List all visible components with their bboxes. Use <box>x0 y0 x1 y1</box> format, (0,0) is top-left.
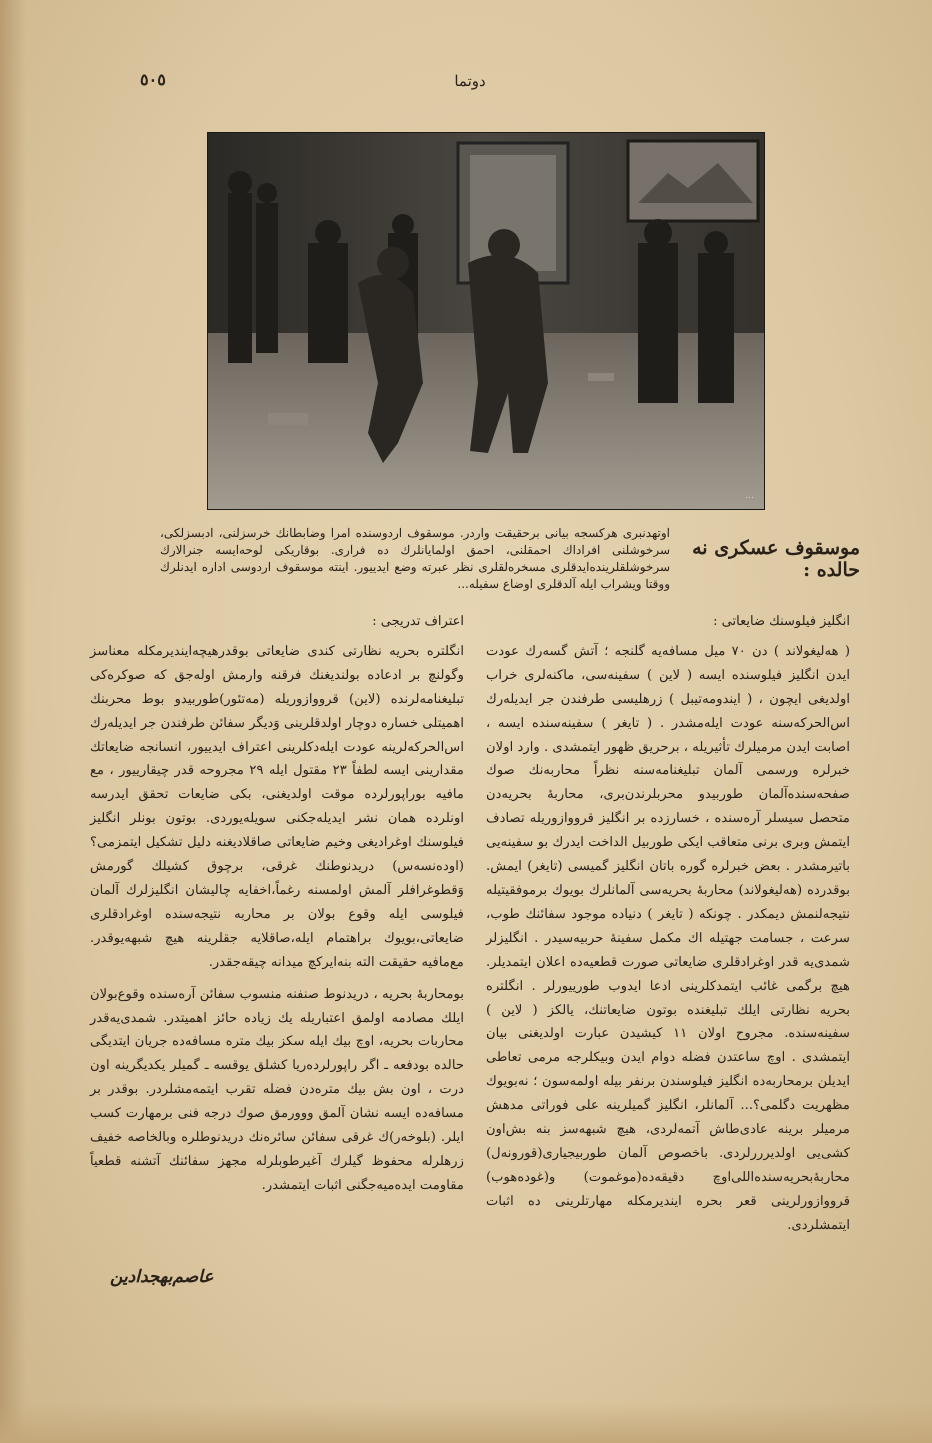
left-column-paragraph: انگلتره بحریه نظارتی كندی ضایعاتی بوقدرهیچه‌ایندیرمكله معناسز وگولنچ بر ادعاده بولندیغنك فرقنه وارمش اوله‌جق كه صوكره‌كی تبلیغنامه‌لرنده (لاین) قرووازوریله (مه‌تئور)طوربیدو بوط محربنك اهمیتلی خساره دوچار اولدقلرینی وَدیگر سفائن طرفندن جر ایدیله‌رك اس‌الحركه‌لرینه عودت ایله‌دكلرینی اعتراف ایدییور، انسانجه ضایعاتك مقدارینی ایسه لطفاً ۲۳ مقتول ایله ۲۹ مجروحه قدر چیقارییور ، مع مافیه بوراپورلرده موقت اولدیغنی، بكی ضایعات تحقق ایدرسه اونلرده همان نشر ایدیله‌جكنی سویله‌یوردی. بوتون بونلر انگلیز فیلوسنك اوغرادیغی وخیم ضایعاتی صاقلادیغنه دلیل تشكیل ایتمزمی؟ (اوده‌نسه‌س) دریدنوطنك غرقی، برچوق كشیلك گورمش وَقطوغرافلر آلمش اولمسنه رغماً،اخفایه چالیشان انگلیزلرك آلمان فیلوسی ایله وقوع بولان بر محاربه نتیجه‌سنده اوغرادقلری ضایعاتی،بویوك براهتمام ایله،صاقلایه جقلرینه هیچ شبهه‌یوقدر. مع‌مافیه حقیقت الته‌ بنه‌ایركچ میدانه چیقه‌جقدر. <box>90 643 464 970</box>
left-column-paragraph: بومحاربهٔ بحریه ، دریدنوط صنفنه منسوب سفائن آره‌سنده وقوع‌بولان ایلك مصادمه اولمق اعتباریله یك زیاده حائز اهمیتدر. شمدی‌یه‌قدر محاربات بحریه، اوچ بیك ایله سكز بیك متره مسافه‌ده جریان ایتدیگی حالده بودفعه ـ اگر راپورلرده‌ریا كشلق یوقسه ـ گمیلر یكدیگرینه اون درت ، اون بش بیك متره‌دن فضله تقرب ایتمه‌مشلردر. بوقدر بر مسافه‌ده ایسه نشان آلمق ووورمق صوك درجه فنی برمهارت كسب ایلر. (بلوخه‌ر)ك غرقی سفائن سائره‌نك دریدنوطلره وبالخاصه خفیف زرهلرله محفوظ گیلرك آغیرطوبلرله مجهز سفائنك آتشنه قطعیاً مقاومت ایده‌میه‌جگنی اثبات ایتمشدر. <box>90 986 464 1193</box>
right-column-heading: انگلیز فیلوسنك ضایعاتی : <box>713 614 850 629</box>
running-title: دوتما <box>454 72 486 90</box>
left-column-heading: اعتراف تدریجی : <box>372 614 464 629</box>
page-edge-shadow <box>0 0 26 1443</box>
right-column-article <box>486 610 850 1246</box>
artist-signature: ... <box>745 491 754 501</box>
page-number: ٥٠٥ <box>140 70 166 89</box>
illustration-scene <box>208 133 764 509</box>
illustration-photo <box>207 132 765 510</box>
right-column-paragraph: ( هه‌لیغولاند ) دن ۷۰ میل مسافه‌یه گلنجه ؛ آتش گسه‌رك عودت ایدن انگلیز فیلوسنده ایسه ( لاین ) سفینه‌سی، ماکنه‌لری خراب اولدیغی ایچون ، ( ایندومه‌تیبل ) زرهلیسی طرفندن جر ایدیله‌رك اس‌الحركه‌سنه عودت ایله‌مشدر . ( تایغر ) سفینه‌سنده ایسه ، اصابت ایدن مرمیلرك تأثیریله ، برحریق ظهور ایتمشدی . وارد اولان خبرلره ورسمی آلمان تبلیغنامه‌سنه نظراً محاربه‌نك صوك صفحه‌سنده‌آلمان طوربیدو محربلرندن‌بری، محاربهٔ بحریه‌دن متحصل سیسلر آره‌سنده ، خسارزده بر انگلیز قرووازوریله تصادف ایتمش وبری برنی متعاقب ایكی طوربیل الداخت ایدرك بو سفینه‌یی باتیرمشدر . بعض خبرلره گوره باتان انگلیز گمیسی (تایغر) ایمش. بوقدرده (هه‌لیغولاند) محاربهٔ بحریه‌سی آلمانلرك بویوك برموفقیتیله نتیجه‌لنمش دیمكدر . چونكه ( تایغر ) دنیاده موجود سفائنك طوب، سرعت ، جسامت جهتیله اك مكمل سفینهٔ حربیه‌سیدر . انگلیزلر شمدی‌یه قدر اوغرادقلری ضایعاتی صورت قطعیه‌ده اعلان ایتمدیلر. هیچ برگمی غائب ایتمدكلرینی ادعا ایدوب طورییورلر . انگلتره بحریه نظارتی ایلك تبلیغنده بوتون ضایعاتنك، یالكز ( لاین ) سفینه‌سنده. مجروح اولان ۱۱ كیشیدن عبارت اولدیغنی بیان ایتمشدی . اوچ ساعتدن فضله دوام ایدن وبیكلرجه مرمی تعاطی ایدیلن برمحاربه‌ده انگلیز فیلوسندن برنفر بیله اولمه‌سون ؛ نه‌بویوك مظهریت دگلمی؟... آلمانلر، انگلیز گمیلرینه علی فوراتی مدهش مرمیلر برینه عادی‌طاش آتمه‌لردی، هیچ شبهه‌سز بنه بش‌اون كشی‌یی اولدیرررلردی. باخصوص آلمان طوربیجیاری(قورونه‌ل) محاربهٔ‌بحریه‌سنده‌اللی‌اوچ دقیقه‌ده(موغموت) و(غوده‌هوب) قرووازورلرینی قعر بحره ایندیرمكله مهارتلرینی ده اثبات ایتمشلردی. <box>486 643 850 1233</box>
caption-body: اوتهدنبری هركسجه بیانی برحقیقت واردر. موسقوف اردوسنده امرا وضابطانك خرسزلنی، ادبسزلکی، سرخوشلنی افراداك احمقلنی، احمق اولمایانلرك ده فراری. بوقاریكی لوحه‌ایسه جنرالارك سرخوشلقلرینده‌ایدقلری مسخره‌لقلری نظر عبرته وضع ایدییور. اینته موسقوف اردوسی اداره ایدنلرك ووقتا ویشراب ایله آلدقلری اوضاع سفیله... <box>160 526 670 591</box>
page-bottom-shadow <box>0 1403 932 1443</box>
author-signature: عاصم‌بهجدادین <box>110 1267 214 1287</box>
left-column-article <box>90 610 464 1206</box>
caption-title: موسقوف عسكری نه حالده : <box>692 537 860 581</box>
